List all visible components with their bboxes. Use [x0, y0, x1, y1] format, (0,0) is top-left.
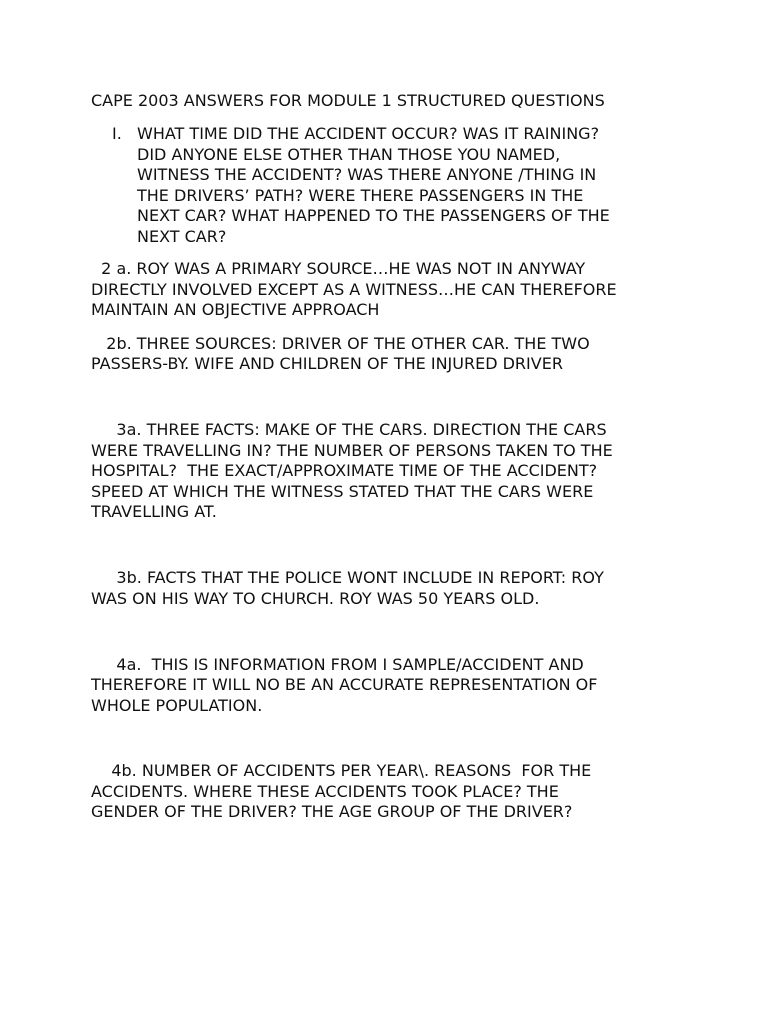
answer-2b-line-1: 2b. THREE SOURCES: DRIVER OF THE OTHER CAR. THE TWO — [91, 334, 590, 353]
answer-3b-line-2: WAS ON HIS WAY TO CHURCH. ROY WAS 50 YEARS OLD. — [91, 589, 540, 608]
answer-3a-line-5: TRAVELLING AT. — [91, 502, 217, 521]
answer-1-line-1: WHAT TIME DID THE ACCIDENT OCCUR? WAS IT RAINING? — [137, 124, 600, 143]
answer-1-line-4: THE DRIVERS’ PATH? WERE THERE PASSENGERS IN THE — [137, 186, 584, 205]
answer-3b-line-1: 3b. FACTS THAT THE POLICE WONT INCLUDE IN REPORT: ROY — [91, 568, 604, 587]
answer-3a-line-2: WERE TRAVELLING IN? THE NUMBER OF PERSONS TAKEN TO THE — [91, 441, 613, 460]
list-marker: I. — [112, 124, 122, 143]
answer-3a-line-3: HOSPITAL? THE EXACT/APPROXIMATE TIME OF THE ACCIDENT? — [91, 461, 598, 480]
answer-4a-line-2: THEREFORE IT WILL NO BE AN ACCURATE REPRESENTATION OF — [91, 675, 598, 694]
answer-4b-line-3: GENDER OF THE DRIVER? THE AGE GROUP OF THE DRIVER? — [91, 802, 573, 821]
answer-2b-line-2: PASSERS-BY. WIFE AND CHILDREN OF THE INJURED DRIVER — [91, 354, 563, 373]
answer-4a-line-3: WHOLE POPULATION. — [91, 696, 263, 715]
answer-1-line-6: NEXT CAR? — [137, 227, 227, 246]
answer-1-line-5: NEXT CAR? WHAT HAPPENED TO THE PASSENGERS OF THE — [137, 206, 610, 225]
answer-2a-line-3: MAINTAIN AN OBJECTIVE APPROACH — [91, 300, 380, 319]
answer-4b-line-1: 4b. NUMBER OF ACCIDENTS PER YEAR\. REASONS FOR THE — [91, 761, 592, 780]
answer-3a-line-1: 3a. THREE FACTS: MAKE OF THE CARS. DIRECTION THE CARS — [91, 420, 607, 439]
answer-1-line-3: WITNESS THE ACCIDENT? WAS THERE ANYONE /THING IN — [137, 165, 597, 184]
answer-2a-line-1: 2 a. ROY WAS A PRIMARY SOURCE…HE WAS NOT IN ANYWAY — [91, 259, 586, 278]
answer-3a-line-4: SPEED AT WHICH THE WITNESS STATED THAT THE CARS WERE — [91, 482, 594, 501]
answer-2a-line-2: DIRECTLY INVOLVED EXCEPT AS A WITNESS…HE CAN THEREFORE — [91, 280, 617, 299]
answer-4b-line-2: ACCIDENTS. WHERE THESE ACCIDENTS TOOK PLACE? THE — [91, 782, 559, 801]
document-title: CAPE 2003 ANSWERS FOR MODULE 1 STRUCTURED QUESTIONS — [91, 91, 605, 110]
answer-4a-line-1: 4a. THIS IS INFORMATION FROM I SAMPLE/ACCIDENT AND — [91, 655, 584, 674]
answer-1-line-2: DID ANYONE ELSE OTHER THAN THOSE YOU NAMED, — [137, 145, 561, 164]
